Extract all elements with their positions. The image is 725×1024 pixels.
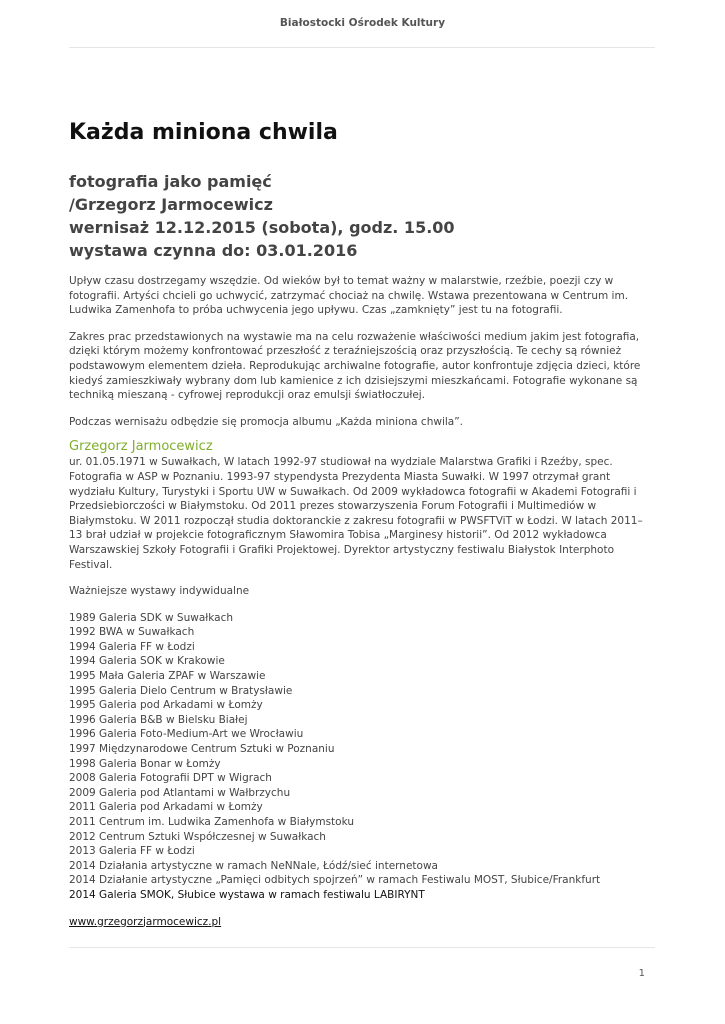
list-item: 1994 Galeria SOK w Krakowie xyxy=(69,655,225,668)
list-item: 1998 Galeria Bonar w Łomży xyxy=(69,757,221,770)
event-subtitle xyxy=(69,170,655,262)
artist-website-link[interactable]: www.grzegorzjarmocewicz.pl xyxy=(69,915,222,928)
exhibitions-list xyxy=(69,611,655,903)
list-item: 1995 Galeria pod Arkadami w Łomży xyxy=(69,699,263,712)
list-item: 2009 Galeria pod Atlantami w Wałbrzychu xyxy=(69,786,291,799)
intro-paragraph: Upływ czasu dostrzegamy wszędzie. Od wieków był to temat ważny w malarstwie, rzeźbie, poezji czy w fotografii. Artyści chcieli go uchwycić, zatrzymać chociaż na chwilę. Wstawa prezentowana w Centrum im. Ludwika Zamenhofa to próba uchwycenia jego upływu. Czas „zamknięty” jest tu na fotografii. xyxy=(69,275,629,317)
list-item: 2014 Działanie artystyczne „Pamięci odbitych spojrzeń” w ramach Festiwalu MOST, Słubice/Frankfurt xyxy=(69,874,601,887)
page-title: Każda miniona chwila xyxy=(69,120,338,145)
list-item: 1995 Galeria Dielo Centrum w Bratysławie xyxy=(69,684,293,697)
subtitle-line: fotografia jako pamięć xyxy=(69,172,272,191)
footer-divider xyxy=(69,947,655,948)
list-item: 2011 Galeria pod Arkadami w Łomży xyxy=(69,801,263,814)
promotion-paragraph: Podczas wernisażu odbędzie się promocja albumu „Każda miniona chwila”. xyxy=(69,415,463,428)
document-body xyxy=(69,118,655,929)
list-item: 2014 Działania artystyczne w ramach NeNNale, Łódź/sieć internetowa xyxy=(69,859,438,872)
artist-name-heading: Grzegorz Jarmocewicz xyxy=(69,439,213,455)
list-item: 2013 Galeria FF w Łodzi xyxy=(69,845,195,858)
page-number: 1 xyxy=(638,968,645,979)
subtitle-line: /Grzegorz Jarmocewicz xyxy=(69,195,273,214)
exhibitions-heading: Ważniejsze wystawy indywidualne xyxy=(69,585,250,598)
artist-bio: ur. 01.05.1971 w Suwałkach, W latach 1992-97 studiował na wydziale Malarstwa Grafiki i Rzeźby, spec. Fotografia w ASP w Poznaniu. 1993-97 stypendysta Prezydenta Miasta Suwałki. W 1997 otrzymał grant wydziału Kultury, Turystyki i Sportu UW w Suwałkach. Od 2009 wykładowca fotografii w Akademi Fotografii i Przedsiebiorczości w Białymstoku. Od 2011 prezes stowarzyszenia Forum Fotografii i Multimediów w Białymstoku. W 2011 rozpoczął studia doktoranckie z zakresu fotografii w PWSFTViT w Łodzi. W latach 2011–13 brał udział w projekcie fotograficznym Sławomira Tobisa „Marginesy historii”. Od 2012 wykładowca Warszawskiej Szkoły Fotografii i Grafiki Projektowej. Dyrektor artystyczny festiwalu Białystok Interphoto Festival. xyxy=(69,456,643,571)
subtitle-line: wernisaż 12.12.2015 (sobota), godz. 15.00 xyxy=(69,218,455,237)
list-item: 2008 Galeria Fotografii DPT w Wigrach xyxy=(69,772,272,785)
list-item: 1992 BWA w Suwałkach xyxy=(69,626,195,639)
scope-paragraph: Zakres prac przedstawionych na wystawie ma na celu rozważenie właściwości medium jakim jest fotografia, dzięki którym możemy konfrontować przeszłość z teraźniejszością oraz przyszłością. Te cechy są również podstawowym elementem dzieła. Reprodukując archiwalne fotografie, autor konfrontuje zdjęcia dzieci, które kiedyś zamieszkiwały wybrany dom lub kamienice z ich dzisiejszymi mieszkańcami. Fotografie wykonane są techniką mieszaną - cyfrowej reprodukcji oraz emulsji światłoczułej. xyxy=(69,330,641,402)
subtitle-line: wystawa czynna do: 03.01.2016 xyxy=(69,241,358,260)
list-item: 1989 Galeria SDK w Suwałkach xyxy=(69,611,233,624)
list-item: 2012 Centrum Sztuki Współczesnej w Suwałkach xyxy=(69,830,326,843)
list-item: 1996 Galeria B&B w Bielsku Białej xyxy=(69,713,248,726)
list-item: 1994 Galeria FF w Łodzi xyxy=(69,640,195,653)
list-item: 1995 Mała Galeria ZPAF w Warszawie xyxy=(69,670,266,683)
list-item: 1996 Galeria Foto-Medium-Art we Wrocławiu xyxy=(69,728,304,741)
header-divider xyxy=(69,47,655,48)
document-header: Białostocki Ośrodek Kultury xyxy=(279,17,446,29)
list-item: 1997 Międzynarodowe Centrum Sztuki w Poznaniu xyxy=(69,743,335,756)
list-item: 2011 Centrum im. Ludwika Zamenhofa w Białymstoku xyxy=(69,816,354,828)
list-item: 2014 Galeria SMOK, Słubice wystawa w ramach festiwalu LABIRYNT xyxy=(69,888,425,901)
